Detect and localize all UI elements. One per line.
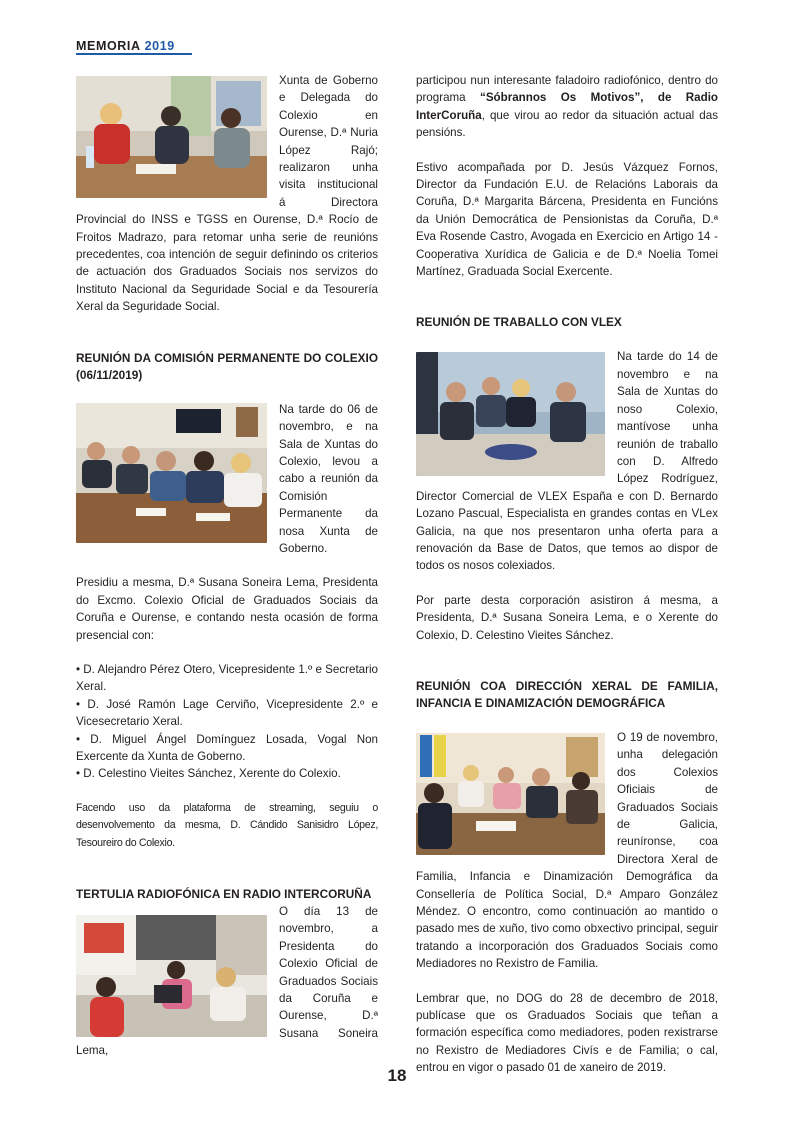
left-column [76,72,378,1060]
right-paragraph-1 [416,72,718,142]
heading-comision-permanente: REUNIÓN DA COMISIÓN PERMANENTE DO COLEXIO (06/11/2019) [76,350,378,382]
left-paragraph-4: Facendo uso da plataforma de streaming, seguiu o desenvolvemento da mesma, D. Cándido Sanisidro López, Tesoureiro do Colexio. [76,801,378,849]
left-paragraph-5: O día 13 de novembro, a Presidenta do Colexio Oficial de Graduados Sociais da Coruña e Ourense, D.ª Susana Soneira Lema, [76,905,378,1058]
left-paragraph-1: Xunta de Goberno e Delegada do Colexio en Ourense, D.ª Nuria López Rajó; realizaron unha visita institucional á Directora Provincial do INSS e TGSS en Ourense, D.ª Rocío de Froitos Madrazo, para retomar unha serie de reunións precedentes, coa intención de seguir definindo os criterios de actuación dos Graduados Sociais nos servizos do Instituto Nacional da Seguridade Social e da Tesourería Xeral da Seguridade Social. [76,74,378,314]
right-column [416,72,718,1077]
right-paragraph-3: Na tarde do 14 de novembro e na Sala de Xuntas do noso Colexio, mantívose unha reunión de traballo con D. Alfredo López Rodríguez, Director Comercial de VLEX España e con D. Bernardo Lozano Pascual, Especialista en grandes contas en VLex Galicia, na que nos presentaron unha oferta para a renovación da Base de Datos, que temos ao dispor de todos os nosos colexiados. [416,350,718,573]
header-rule [76,53,192,55]
list-item: • D. Celestino Vieites Sánchez, Xerente do Colexio. [76,767,341,781]
right-paragraph-6: Lembrar que, no DOG do 28 de decembro de 2018, publícase que os Graduados Sociais que teñan a formación específica como mediadores, poden rexistrarse no Rexistro de Mediadores Civís e de Familia; o cal, entrou en vigor o pasado 01 de xaneiro de 2019. [416,991,718,1075]
list-item: • D. José Ramón Lage Cerviño, Vicepresidente 2.º e Vicesecretario Xeral. [76,697,378,729]
right-paragraph-1-end: , que virou ao redor da situación actual das pensións. [416,108,718,140]
header-year: 2019 [144,39,175,53]
heading-familia: REUNIÓN COA DIRECCIÓN XERAL DE FAMILIA, INFANCIA E DINAMIZACIÓN DEMOGRÁFICA [416,678,718,710]
photo-comision-permanente [76,403,267,543]
photo-vlex-meeting [416,352,605,476]
program-name: “Sóbrannos Os Motivos”, de Radio InterCoruña [416,91,719,122]
left-paragraph-3: Presidiu a mesma, D.ª Susana Soneira Lema, Presidenta do Excmo. Colexio Oficial de Graduados Sociais da Coruña e Ourense, e contando nesta ocasión de forma presencial con: [76,576,378,642]
right-paragraph-5: O 19 de novembro, unha delegación dos Colexios Oficiais de Graduados Sociais de Galicia, reuníronse, coa Directora Xeral de Familia, Infancia e Dinamización Demográfica da Consellería de Política Social, D.ª Amparo González Méndez. O encontro, como continuación ao mantido o pasado mes de xuño, tivo como obxectivo principal, seguir tratando a incorporación dos Graduados Sociais como Mediadores no Rexistro de Familia. [416,730,718,971]
right-paragraph-1-start: participou nun interesante faladoiro radiofónico, dentro do programa [416,74,718,105]
members-list [76,661,378,783]
photo-radio-studio [76,915,267,1037]
photo-familia-meeting [416,733,605,855]
page-header [76,39,175,53]
heading-vlex: REUNIÓN DE TRABALLO CON VLEX [416,315,622,330]
right-paragraph-4: Por parte desta corporación asistiron á mesma, a Presidenta, D.ª Susana Soneira Lema, e o Xerente do Colexio, D. Celestino Vieites Sánchez. [416,593,718,642]
heading-tertulia: TERTULIA RADIOFÓNICA EN RADIO INTERCORUÑA [76,887,372,902]
list-item: • D. Alejandro Pérez Otero, Vicepresidente 1.º e Secretario Xeral. [76,662,378,694]
header-title: MEMORIA [76,39,141,53]
photo-institutional-visit [76,76,267,198]
left-paragraph-2: Na tarde do 06 de novembro, e na Sala de Xuntas do Colexio, levou a cabo a reunión da Comisión Permanente da nosa Xunta de Goberno. [279,402,378,555]
list-item: • D. Miguel Ángel Domínguez Losada, Vogal Non Exercente da Xunta de Goberno. [76,732,378,763]
page-number: 18 [387,1066,407,1085]
right-paragraph-2: Estivo acompañada por D. Jesús Vázquez Fornos, Director da Fundación E.U. de Relacións Laborais da Coruña, D.ª Margarita Bárcena, Presidenta en Funcións da Unión Democrática de Pensionistas da Coruña, D.ª Eva Rosende Castro, Avogada en Exercicio en Artigo 14 - Cooperativa Xurídica de Galicia e de D.ª Noelia Tomei Martínez, Graduada Social Exercente. [416,160,718,279]
